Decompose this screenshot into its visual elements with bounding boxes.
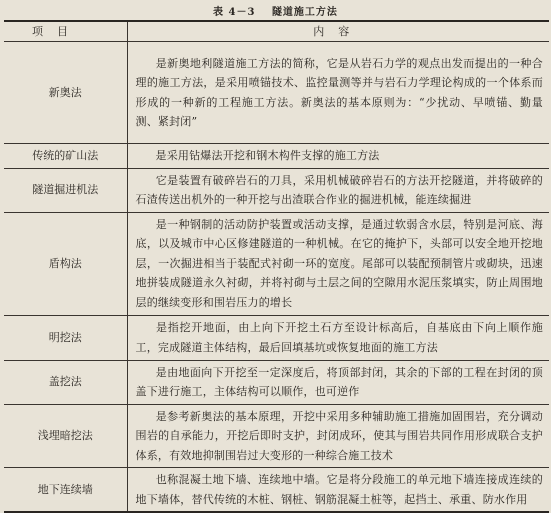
method-name: 盖挖法	[4, 360, 127, 404]
header-content: 内容	[127, 21, 549, 42]
table-row	[4, 360, 549, 404]
method-description: 是新奥地利隧道施工方法的简称，它是从岩石力学的观点出发而提出的一种合理的施工方法，是采用喷锚技术、监控量测等并与岩石力学理论构成的一个体系而形成的一种新的工程施工方法。新奥法的基本原则为：“少扰动、早喷锚、勤量测、紧封闭”	[127, 42, 549, 144]
method-name: 盾构法	[4, 212, 127, 315]
method-description: 是参考新奥法的基本原理，开挖中采用多种辅助施工措施加固围岩，充分调动围岩的自承能力，开挖后即时支护，封闭成环，使其与围岩共同作用形成联合支护体系，有效地抑制围岩过大变形的一种综合施工技术	[127, 404, 549, 468]
table-title: 隧道施工方法	[271, 7, 338, 18]
table-row	[4, 42, 549, 144]
table-row	[4, 315, 549, 360]
table-row	[4, 212, 549, 315]
table-row	[4, 468, 549, 513]
method-description: 也称混凝土地下墙、连续地中墙。它是将分段施工的单元地下墙连接成连续的地下墙体，替代传统的木桩、钢桩、钢筋混凝土桩等，起挡土、承重、防水作用	[127, 468, 549, 513]
method-name: 隧道掘进机法	[4, 168, 127, 212]
method-name: 地下连续墙	[4, 468, 127, 513]
table-row	[4, 404, 549, 468]
method-description: 是采用钻爆法开挖和钢木构件支撑的施工方法	[127, 144, 549, 169]
method-description: 是由地面向下开挖至一定深度后，将顶部封闭，其余的下部的工程在封闭的顶盖下进行施工，主体结构可以顺作，也可逆作	[127, 360, 549, 404]
method-name: 浅埋暗挖法	[4, 404, 127, 468]
table-caption	[0, 3, 551, 18]
method-name: 明挖法	[4, 315, 127, 360]
method-name: 传统的矿山法	[4, 144, 127, 169]
method-description: 是指挖开地面，由上向下开挖土石方至设计标高后，自基底由下向上顺作施工，完成隧道主体结构，最后回填基坑或恢复地面的施工方法	[127, 315, 549, 360]
method-name: 新奥法	[4, 42, 127, 144]
method-description: 是一种钢制的活动防护装置或活动支撑，是通过软弱含水层，特别是河底、海底，以及城市中心区修建隧道的一种机械。在它的掩护下，头部可以安全地开挖地层，一次掘进相当于装配式衬砌一环的宽度。尾部可以装配预制管片或砌块，迅速地拼装成隧道永久衬砌，并将衬砌与土层之间的空隙用水泥压浆填实，防止周围地层的继续变形和围岩压力的增长	[127, 212, 549, 315]
table-number: 表 4－3	[213, 7, 256, 18]
method-description: 它是装置有破碎岩石的刀具，采用机械破碎岩石的方法开挖隧道，并将破碎的石渣传送出机外的一种开挖与出渣联合作业的掘进机械，能连续掘进	[127, 168, 549, 212]
header-item: 项目	[4, 21, 127, 42]
table-row	[4, 168, 549, 212]
construction-methods-table	[4, 20, 549, 513]
table-row	[4, 144, 549, 169]
table-header-row	[4, 21, 549, 42]
